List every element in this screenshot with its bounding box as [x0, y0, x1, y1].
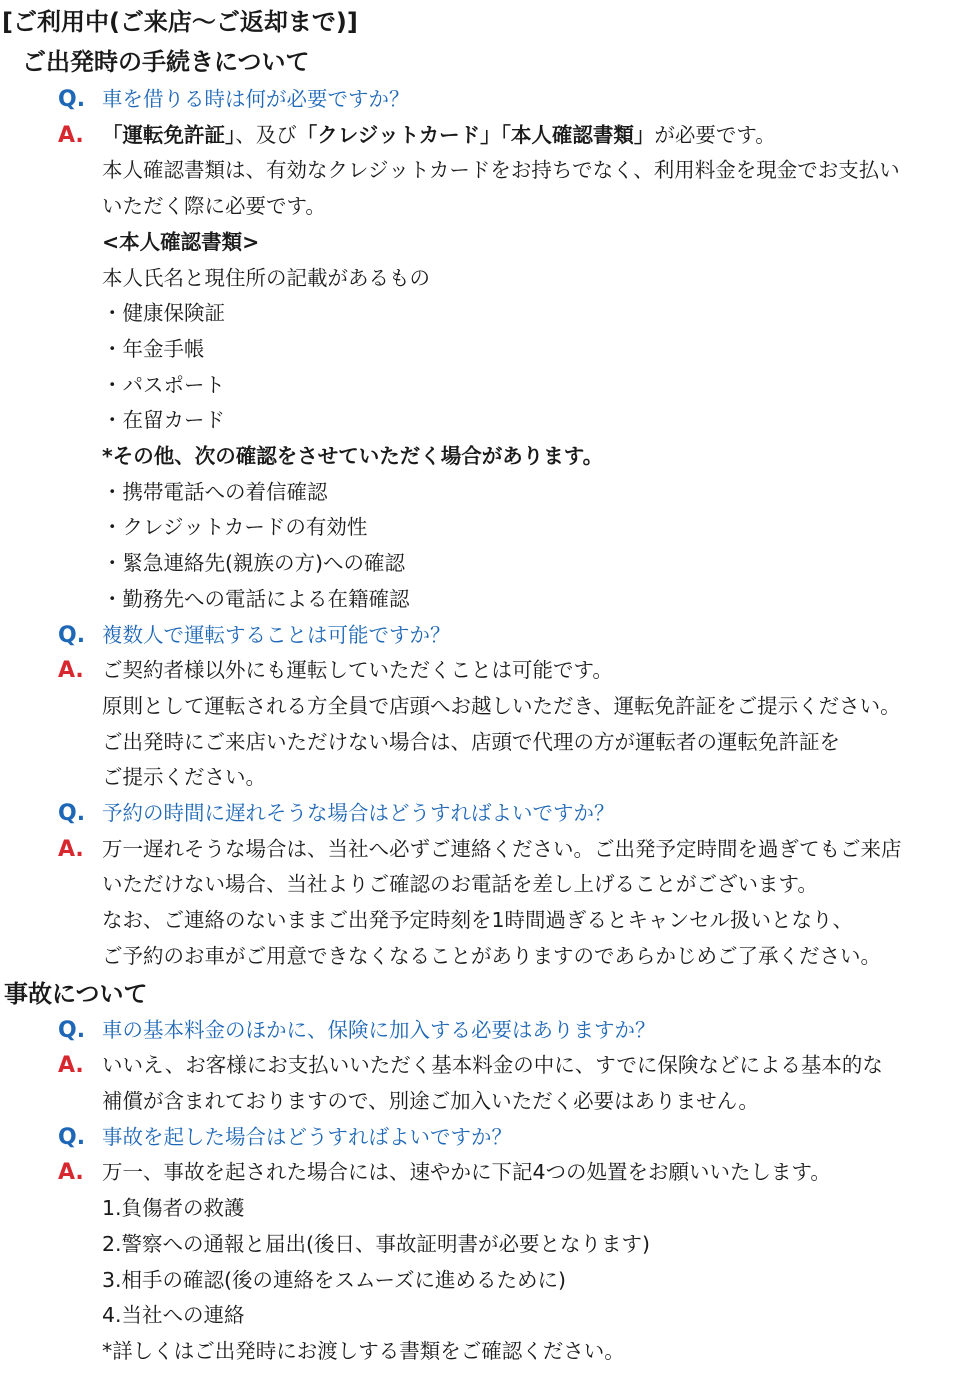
question-text: 車を借りる時は何が必要ですか？: [102, 87, 410, 111]
answer-marker: A.: [58, 1053, 84, 1079]
answer-line: ご出発時にご来店いただけない場合は、店頭で代理の方が運転者の運転免許証を: [102, 729, 840, 754]
answer-line: ご契約者様以外にも運転していただくことは可能です。: [102, 658, 613, 683]
answer-marker: A.: [58, 658, 84, 684]
procedure-step: 1.負傷者の救護: [102, 1196, 245, 1221]
answer-line: 補償が含まれておりますので、別途ご加入いただく必要はありません。: [102, 1088, 759, 1113]
question-row: [0, 796, 960, 832]
question-marker: Q.: [58, 87, 86, 112]
answer-row: [0, 1048, 960, 1119]
page-heading: [ご利用中(ご来店～ご返却まで)]: [2, 8, 358, 36]
answer-emphasis: 「クレジットカード」「本人確認書類」: [296, 122, 655, 147]
id-doc-item: ・在留カード: [102, 408, 225, 433]
question-marker: Q.: [58, 801, 86, 827]
answer-text: が必要です。: [654, 122, 776, 147]
answer-note: *詳しくはご出発時にお渡しする書類をご確認ください。: [102, 1338, 625, 1363]
answer-line: いいえ、お客様にお支払いいただく基本料金の中に、すでに保険などによる基本的な: [102, 1053, 883, 1078]
id-docs-note: 本人氏名と現住所の記載があるもの: [102, 265, 430, 290]
question-row: [0, 618, 960, 654]
question-marker: Q.: [58, 1017, 86, 1043]
answer-line: 万一遅れそうな場合は、当社へ必ずご連絡ください。ご出発予定時間を過ぎてもご来店: [102, 836, 902, 861]
answer-line: 万一、事故を起された場合には、速やかに下記4つの処置をお願いいたします。: [102, 1160, 831, 1185]
question-row: [0, 1120, 960, 1156]
question-text: 予約の時間に遅れそうな場合はどうすればよいですか？: [102, 801, 615, 826]
answer-line: いただけない場合、当社よりご確認のお電話を差し上げることがございます。: [102, 872, 818, 897]
procedure-step: 4.当社への連絡: [102, 1303, 245, 1328]
question-row: [0, 82, 960, 118]
answer-row: [0, 653, 960, 796]
question-row: [0, 1013, 960, 1049]
extra-check-item: ・緊急連絡先(親族の方)への確認: [102, 551, 405, 576]
answer-line: ご提示ください。: [102, 765, 266, 790]
answer-body: [102, 1155, 960, 1369]
answer-row: [0, 118, 960, 618]
answer-emphasis: 「運転免許証」: [102, 122, 236, 147]
extra-checks-title: *その他、次の確認をさせていただく場合があります。: [102, 444, 604, 469]
id-doc-item: ・パスポート: [102, 372, 225, 397]
question-marker: Q.: [58, 622, 86, 648]
answer-marker: A.: [58, 836, 84, 862]
id-doc-item: ・年金手帳: [102, 336, 205, 361]
answer-body: [102, 1048, 960, 1119]
question-marker: Q.: [58, 1124, 86, 1150]
extra-check-item: ・勤務先への電話による在籍確認: [102, 586, 410, 611]
answer-line: 本人確認書類は、有効なクレジットカードをお持ちでなく、利用料金を現金でお支払い: [102, 158, 900, 183]
extra-check-item: ・携帯電話への着信確認: [102, 479, 328, 504]
answer-text: 、及び: [235, 122, 297, 147]
answer-line: ご予約のお車がご用意できなくなることがありますのであらかじめご了承ください。: [102, 943, 881, 968]
procedure-step: 2.警察への通報と届出(後日、事故証明書が必要となります): [102, 1231, 651, 1256]
question-text: 複数人で運転することは可能ですか？: [102, 622, 451, 647]
id-doc-item: ・健康保険証: [102, 301, 225, 326]
answer-marker: A.: [58, 122, 84, 148]
accident-section-title: 事故について: [4, 979, 148, 1008]
answer-row: [0, 1155, 960, 1369]
id-docs-title: <本人確認書類>: [102, 229, 260, 254]
procedure-step: 3.相手の確認(後の連絡をスムーズに進めるために): [102, 1267, 567, 1292]
extra-check-item: ・クレジットカードの有効性: [102, 515, 368, 540]
question-text: 車の基本料金のほかに、保険に加入する必要はありますか？: [102, 1017, 656, 1042]
answer-body: [102, 653, 960, 796]
answer-line: [102, 118, 960, 154]
answer-body: [102, 832, 960, 975]
answer-line: 原則として運転される方全員で店頭へお越しいただき、運転免許証をご提示ください。: [102, 693, 901, 718]
answer-row: [0, 832, 960, 975]
answer-line: いただく際に必要です。: [102, 194, 326, 219]
answer-line: なお、ご連絡のないままご出発予定時刻を1時間過ぎるとキャンセル扱いとなり、: [102, 908, 854, 933]
departure-section-title: ご出発時の手続きについて: [22, 48, 310, 76]
answer-body: [102, 118, 960, 618]
question-text: 事故を起した場合はどうすればよいですか？: [102, 1124, 512, 1149]
answer-marker: A.: [58, 1160, 84, 1186]
